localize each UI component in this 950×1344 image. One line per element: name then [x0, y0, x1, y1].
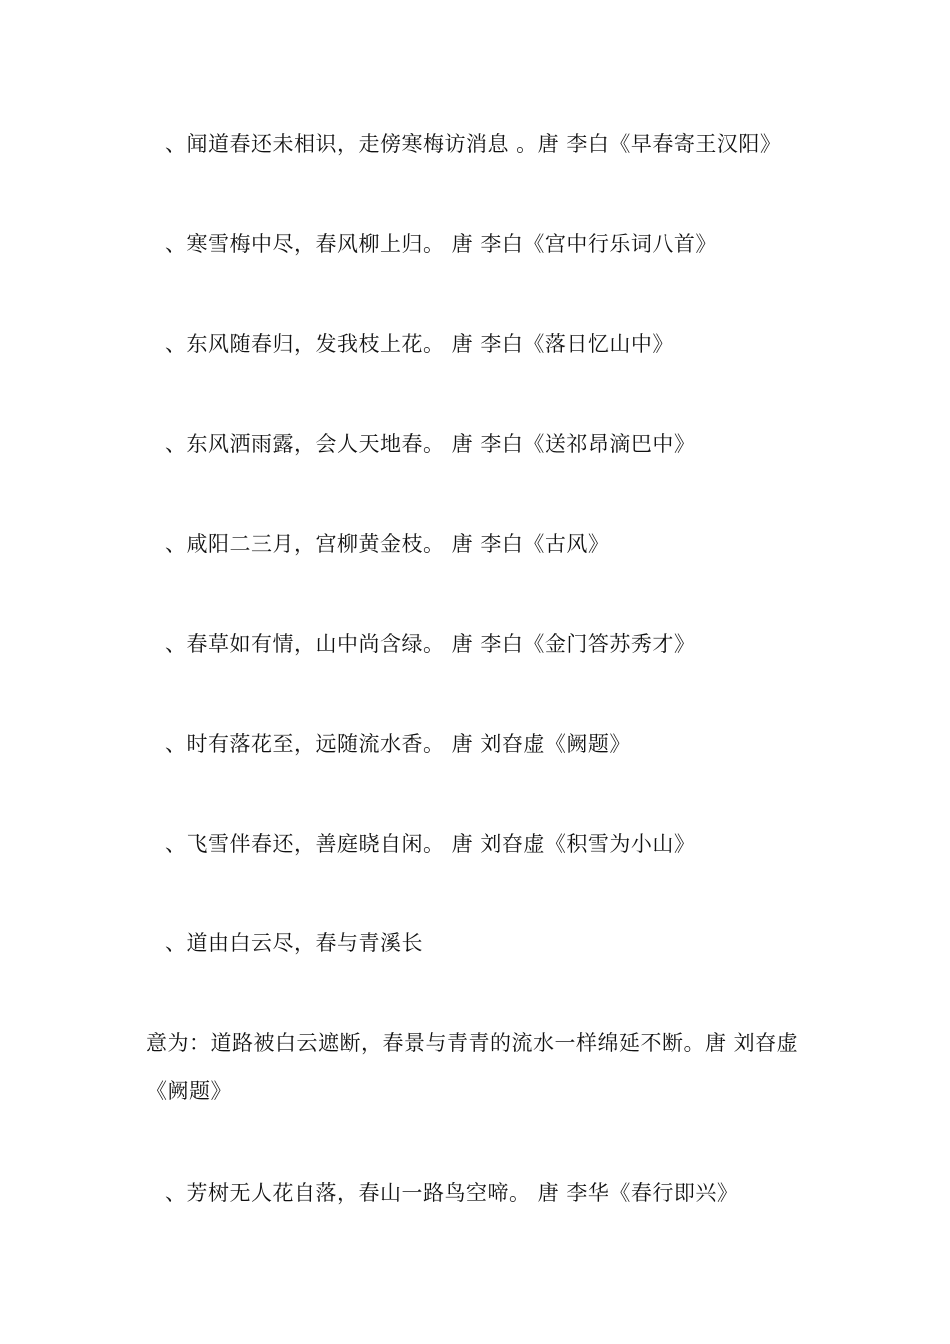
- poem-line: 、东风随春归，发我枝上花。 唐 李白《落日忆山中》: [165, 332, 674, 356]
- explanation-line: 意为：道路被白云遮断，春景与青青的流水一样绵延不断。唐 刘昚虚: [146, 1031, 799, 1055]
- poem-line: 、闻道春还未相识，走傍寒梅访消息 。唐 李白《早春寄王汉阳》: [165, 132, 782, 156]
- poem-line: 、咸阳二三月，宫柳黄金枝。 唐 李白《古风》: [165, 532, 610, 556]
- poem-line: 、时有落花至，远随流水香。 唐 刘昚虚《阙题》: [165, 732, 631, 756]
- explanation-source: 《阙题》: [146, 1079, 232, 1103]
- poem-line: 、飞雪伴春还，善庭晓自闲。 唐 刘昚虚《积雪为小山》: [165, 832, 696, 856]
- poem-line: 、芳树无人花自落，春山一路鸟空啼。 唐 李华《春行即兴》: [165, 1181, 739, 1205]
- poem-line: 、道由白云尽，春与青溪长: [165, 931, 423, 955]
- poem-line: 、寒雪梅中尽，春风柳上归。 唐 李白《宫中行乐词八首》: [165, 232, 717, 256]
- poem-line: 、东风洒雨露，会人天地春。 唐 李白《送祁昂滴巴中》: [165, 432, 696, 456]
- poem-line: 、春草如有情，山中尚含绿。 唐 李白《金门答苏秀才》: [165, 632, 696, 656]
